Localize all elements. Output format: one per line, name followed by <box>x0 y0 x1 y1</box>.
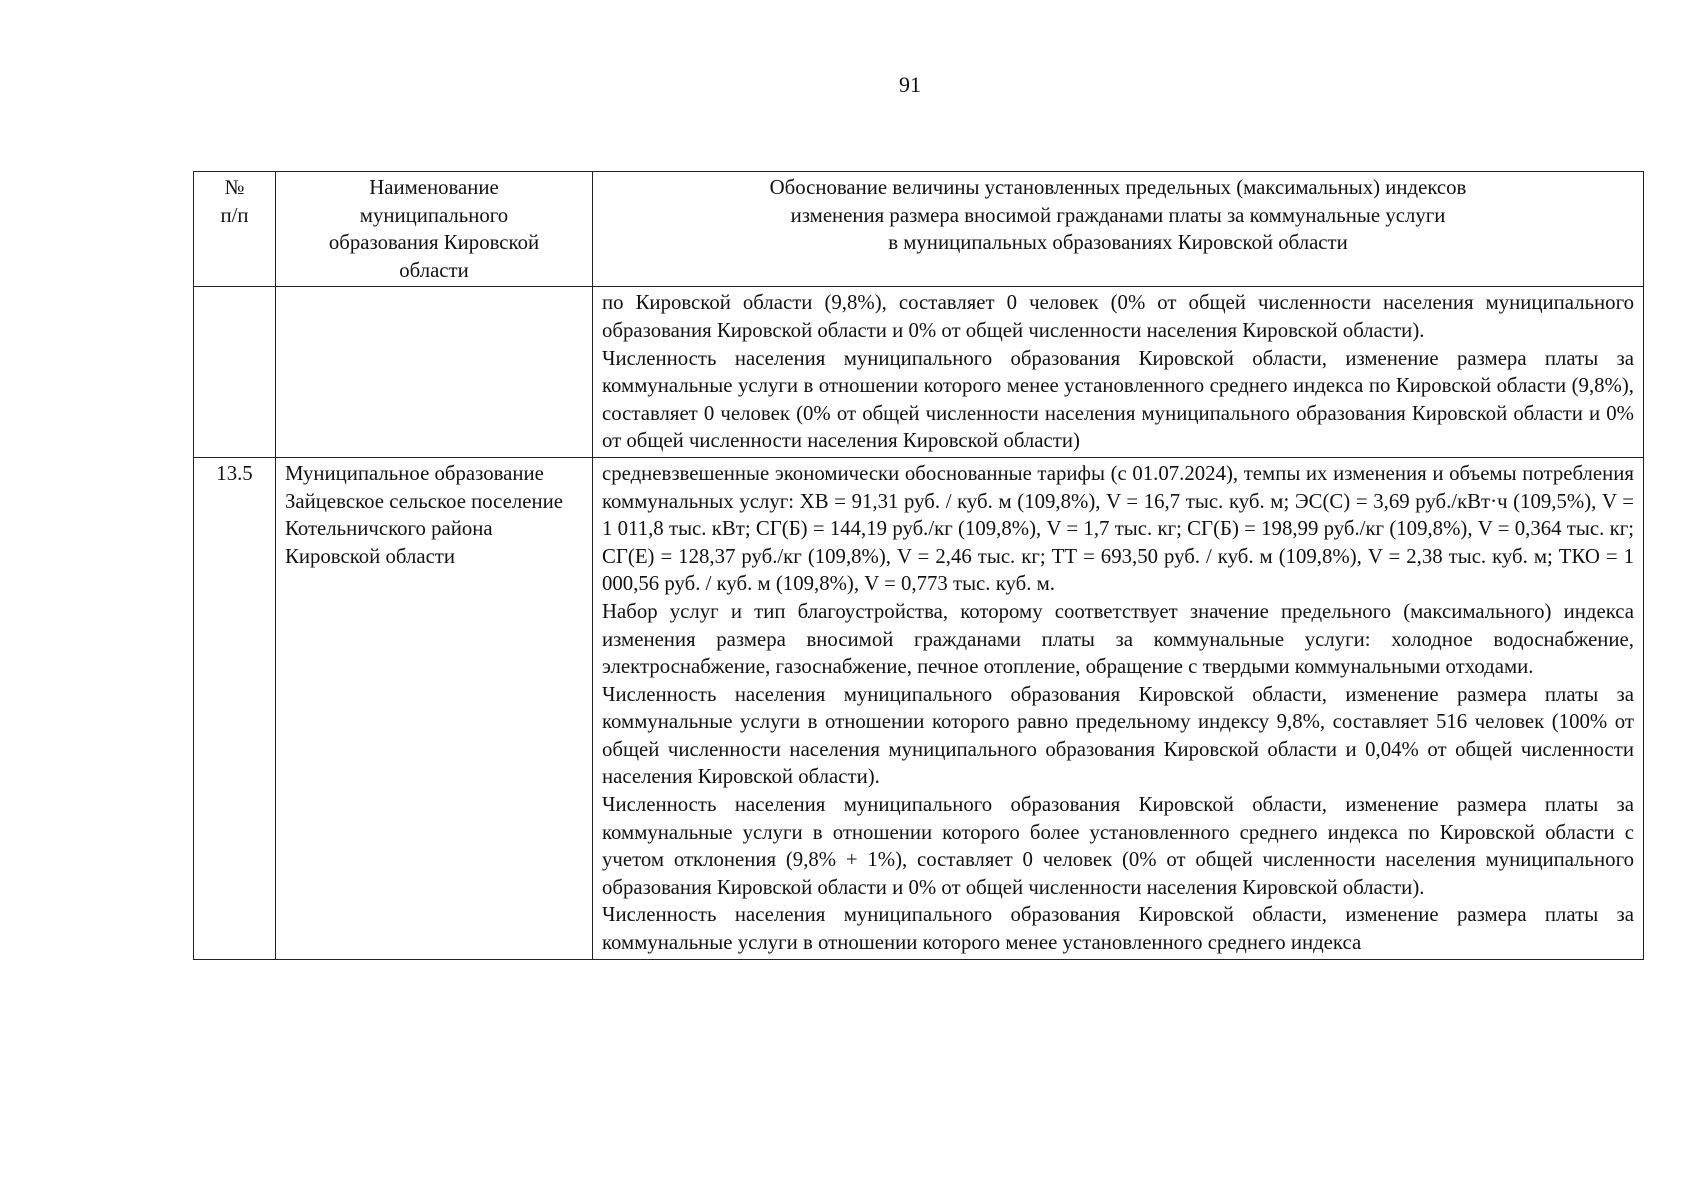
header-name-line: образования Кировской <box>328 231 540 255</box>
header-name-line: муниципального <box>359 203 509 227</box>
row-num: 13.5 <box>194 457 276 959</box>
header-num-line: п/п <box>220 203 249 227</box>
header-name-line: области <box>399 258 469 282</box>
justification-paragraph: Численность населения муниципального образования Кировской области, изменение размера платы за коммунальные услуги в отношении которого менее установленного среднего индекса <box>602 903 1634 955</box>
row-justification <box>593 457 1644 959</box>
row-municipality-name <box>276 287 593 458</box>
header-justification <box>593 172 1644 287</box>
justification-paragraph: Численность населения муниципального образования Кировской области, изменение размера платы за коммунальные услуги в отношении которого менее установленного среднего индекса по Кировской области (9,8%), составляет 0 человек (0% от общей численности населения муниципального образования Кировской области и 0% от общей численности населения Кировской области) <box>602 346 1634 453</box>
row-municipality-name: Муниципальное образование Зайцевское сельское поселение Котельничского района Кировской области <box>276 457 593 959</box>
justification-paragraph: Численность населения муниципального образования Кировской области, изменение размера платы за коммунальные услуги в отношении которого более установленного среднего индекса по Кировской области с учетом отклонения (9,8% + 1%), составляет 0 человек (0% от общей численности населения муниципального образования Кировской области и 0% от общей численности населения Кировской области). <box>602 793 1634 899</box>
justification-paragraph: Численность населения муниципального образования Кировской области, изменение размера платы за коммунальные услуги в отношении которого равно предельному индексу 9,8%, составляет 516 человек (100% от общей численности населения муниципального образования Кировской области и 0,04% от общей численности населения Кировской области). <box>602 682 1634 789</box>
header-num <box>194 172 276 287</box>
justification-paragraph: средневзвешенные экономически обоснованные тарифы (с 01.07.2024), темпы их изменения и объемы потребления коммунальных услуг: ХВ = 91,31 руб. / куб. м (109,8%), V = 16,7 тыс. куб. м; ЭС(С) = 3,69 руб./кВт·ч (109,5%), V = 1 011,8 тыс. кВт; СГ(Б) = 144,19 руб./кг (109,8%), V = 1,7 тыс. кг; СГ(Б) = 198,99 руб./кг (109,8%), V = 0,364 тыс. кг; СГ(Е) = 128,37 руб./кг (109,8%), V = 2,46 тыс. кг; ТТ = 693,50 руб. / куб. м (109,8%), V = 2,38 тыс. куб. м; ТКО = 1 000,56 руб. / куб. м (109,8%), V = 0,773 тыс. куб. м. <box>602 461 1634 596</box>
header-justification-line: в муниципальных образованиях Кировской области <box>888 231 1348 255</box>
table-header-row <box>194 172 1644 287</box>
justification-paragraph: Набор услуг и тип благоустройства, которому соответствует значение предельного (максимального) индекса изменения размера вносимой гражданами платы за коммунальные услуги: холодное водоснабжение, электроснабжение, газоснабжение, печное отопление, обращение с твердыми коммунальными отходами. <box>602 599 1634 679</box>
header-name <box>276 172 593 287</box>
table-row <box>194 457 1644 959</box>
header-name-line: Наименование <box>369 176 499 199</box>
header-justification-line: изменения размера вносимой гражданами платы за коммунальные услуги <box>790 203 1446 227</box>
header-justification-line: Обоснование величины установленных предельных (максимальных) индексов <box>769 176 1467 199</box>
row-justification <box>593 287 1644 458</box>
justification-table <box>193 171 1644 960</box>
table-row <box>194 287 1644 458</box>
row-num <box>194 287 276 458</box>
header-num-line: № <box>224 176 245 199</box>
justification-paragraph: по Кировской области (9,8%), составляет 0 человек (0% от общей численности населения муниципального образования Кировской области и 0% от общей численности населения Кировской области). <box>602 291 1634 342</box>
page-number: 91 <box>899 72 921 97</box>
